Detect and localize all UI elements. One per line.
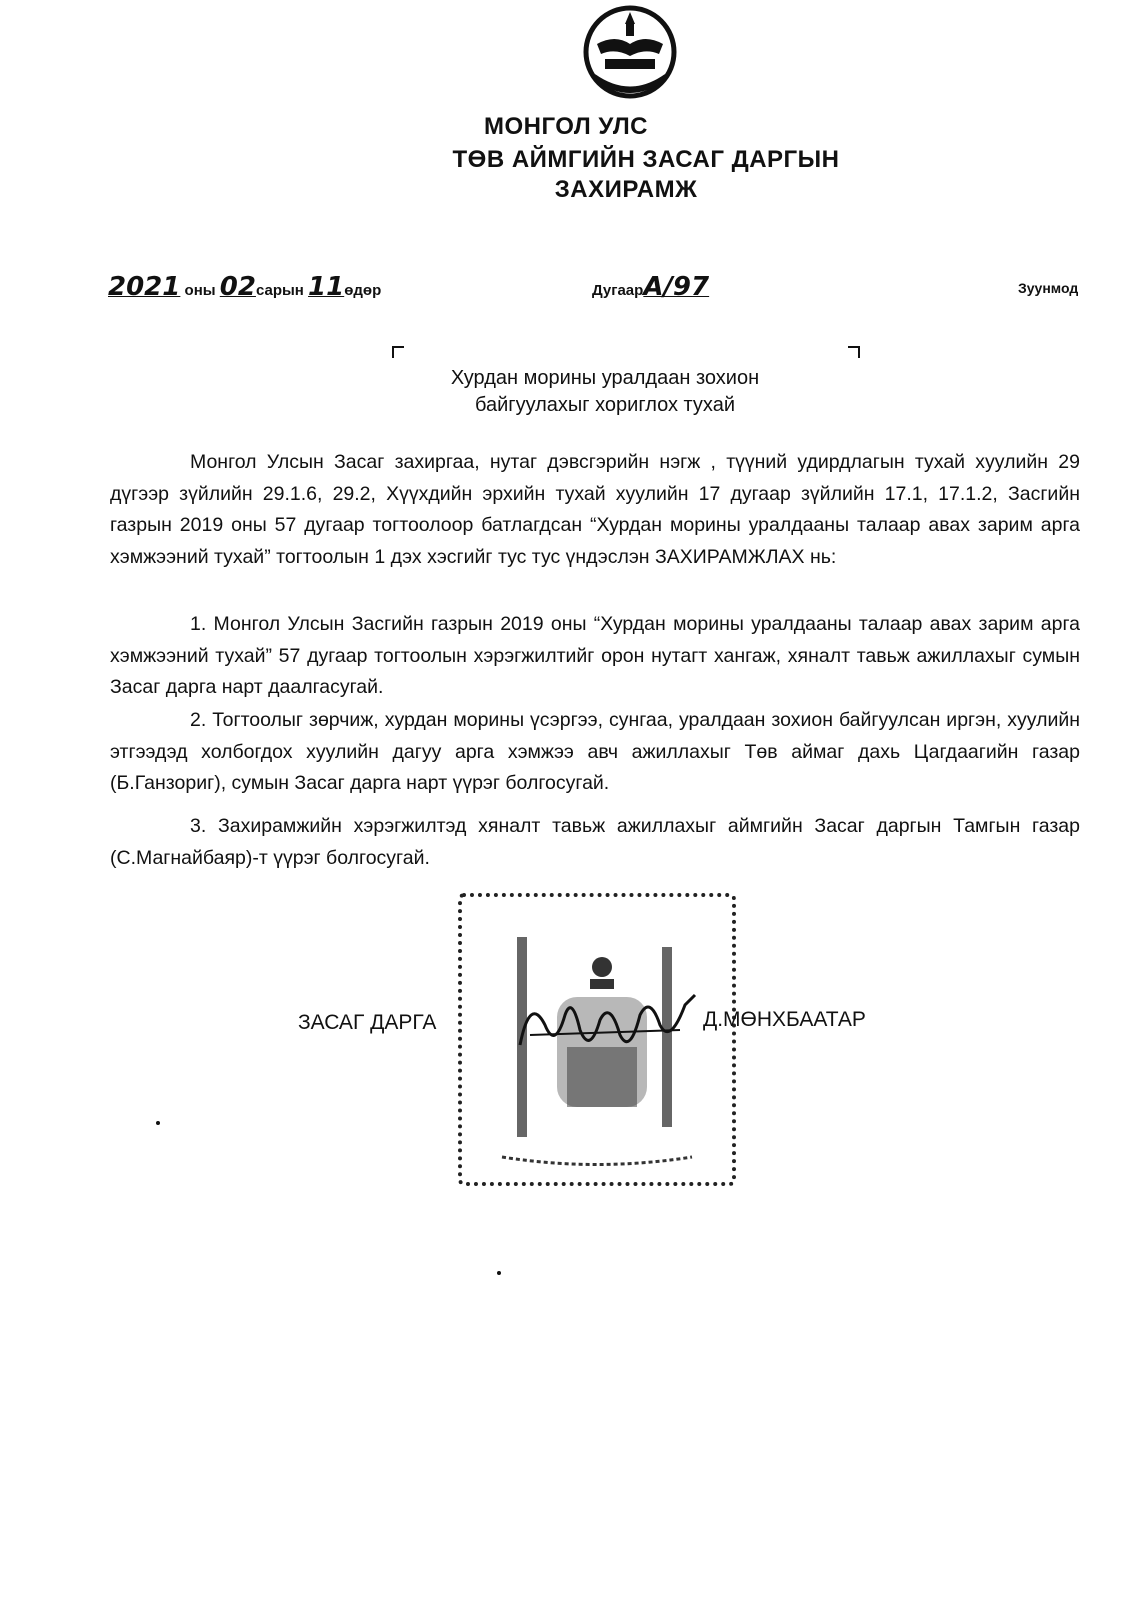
scan-speck xyxy=(497,1271,501,1275)
date-year-suffix: оны xyxy=(184,282,216,299)
authority-title: ТӨВ АЙМГИЙН ЗАСАГ ДАРГЫН xyxy=(452,146,840,173)
subject-title-line-1: Хурдан морины уралдаан зохион xyxy=(450,367,760,389)
date-day-suffix: өдөр xyxy=(344,282,382,299)
document-type-title: ЗАХИРАМЖ xyxy=(554,176,698,203)
title-corner-left xyxy=(392,346,404,358)
document-place: Зуунмод xyxy=(1018,280,1079,296)
order-item-3: 3. Захирамжийн хэрэгжилтэд хяналт тавьж ажиллахыг аймгийн Засаг даргын Тамгын газар (С.Магнайбаяр)-т үүрэг болгосугай. xyxy=(110,815,1080,869)
subject-title-line-2: байгуулахыг хориглох тухай xyxy=(474,394,736,416)
document-number xyxy=(592,272,709,302)
order-item-2: 2. Тогтоолыг зөрчиж, хурдан морины үсэргээ, сунгаа, уралдаан зохион байгуулсан иргэн, хуулийн этгээдэд холбогдох хуулийн дагуу арга хэмжээ авч ажиллахыг Төв аймаг дахь Цагдаагийн газар (Б.Ганзориг), сумын Засаг дарга нарт үүрэг болгосугай. xyxy=(110,709,1080,794)
document-date xyxy=(108,272,381,302)
scan-speck xyxy=(156,1121,160,1125)
title-corner-right xyxy=(848,346,860,358)
date-day: 11 xyxy=(308,272,345,302)
date-year: 2021 xyxy=(108,272,181,302)
signatory-name: Д.МӨНХБААТАР xyxy=(703,1008,866,1031)
order-item-1: 1. Монгол Улсын Засгийн газрын 2019 оны “Хурдан морины уралдааны талаар авах зарим арга хэмжээний тухай” 57 дугаар тогтоолын хэрэгжилтийг орон нутагт хангаж, хяналт тавьж ажиллахыг сумын Засаг дарга нарт даалгасугай. xyxy=(110,613,1080,698)
signatory-role: ЗАСАГ ДАРГА xyxy=(298,1011,437,1034)
country-title: МОНГОЛ УЛС xyxy=(483,113,649,140)
number-label: Дугаар xyxy=(592,282,644,299)
date-month-suffix: сарын xyxy=(255,282,304,299)
state-emblem-icon xyxy=(575,4,685,104)
preamble-paragraph: Монгол Улсын Засаг захиргаа, нутаг дэвсгэрийн нэгж , түүний удирдлагын тухай хуулийн 29 дүгээр зүйлийн 29.1.6, 29.2, Хүүхдийн эрхийн тухай хуулийн 17 дугаар зүйлийн 17.1, 17.1.2, Засгийн газрын 2019 оны 57 дугаар тогтоолоор батлагдсан “Хурдан морины уралдааны талаар авах зарим арга хэмжээний тухай” тогтоолын 1 дэх хэсгийг тус тус үндэслэн ЗАХИРАМЖЛАХ нь: xyxy=(110,451,1080,568)
date-month: 02 xyxy=(219,272,256,302)
handwritten-signature-icon xyxy=(510,985,710,1065)
number-value: А/97 xyxy=(643,272,710,302)
